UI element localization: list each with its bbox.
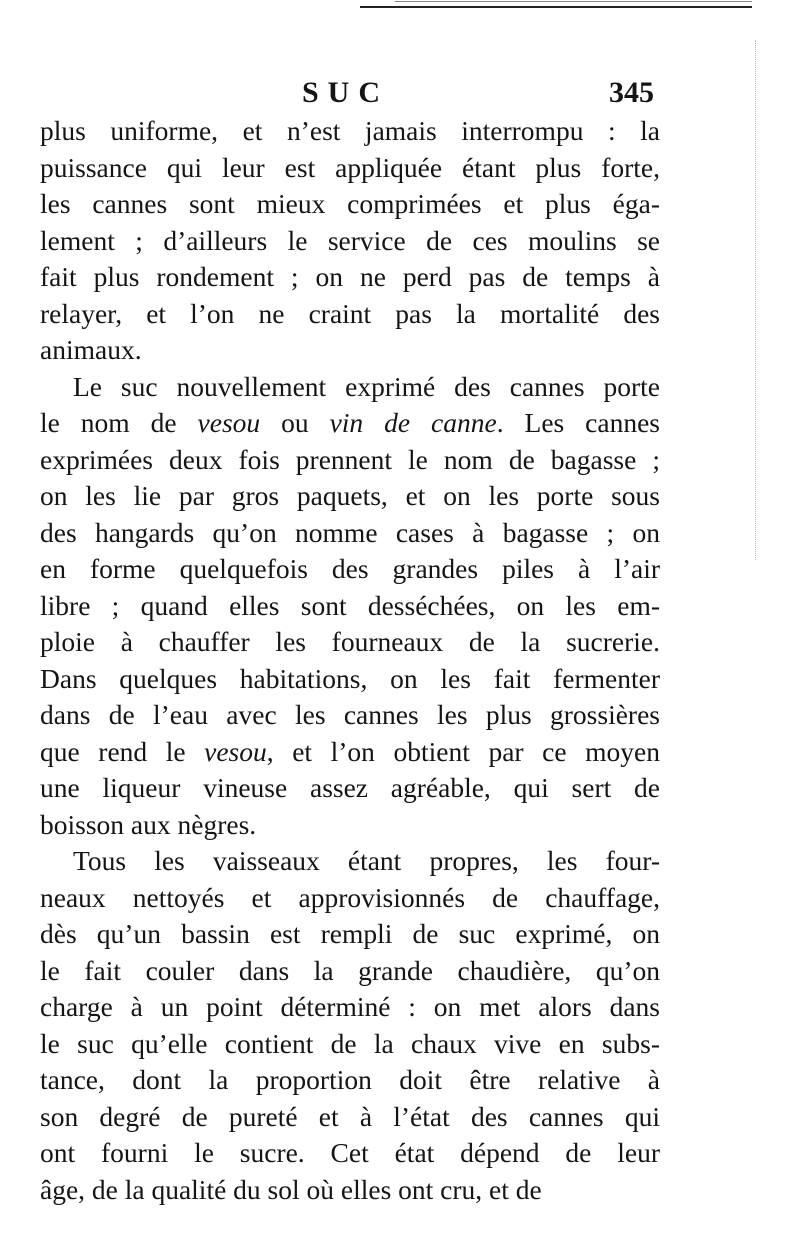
paragraph xyxy=(40,369,660,844)
text-line: son degré de pureté et à l’état des cannes qui xyxy=(40,1100,660,1132)
text-line: relayer, et l’on ne craint pas la mortalité des xyxy=(40,297,660,329)
text-line: animaux. xyxy=(40,334,142,365)
paragraph xyxy=(40,113,660,369)
text-line: Tous les vaisseaux étant propres, les four- xyxy=(73,845,660,876)
text-line: charge à un point déterminé : on met alors dans xyxy=(40,991,660,1022)
text-line: ont fourni le sucre. Cet état dépend de leur xyxy=(40,1137,660,1168)
text-line: Le suc nouvellement exprimé des cannes porte xyxy=(73,370,660,402)
text-line: exprimées deux fois prennent le nom de bagasse ; xyxy=(40,443,660,475)
text-line: le nom de vesou ou vin de canne. Les cannes xyxy=(40,407,661,438)
page-number: 345 xyxy=(609,76,654,109)
text-line: tance, dont la proportion doit être relative à xyxy=(40,1064,660,1095)
text-line: libre ; quand elles sont desséchées, on les em- xyxy=(40,589,660,621)
text-line: lement ; d’ailleurs le service de ces moulins se xyxy=(40,224,660,256)
text-line: Dans quelques habitations, on les fait fermenter xyxy=(40,662,660,694)
paragraph xyxy=(40,843,660,1208)
text-line: en forme quelquefois des grandes piles à l’air xyxy=(40,553,660,584)
text-line: on les lie par gros paquets, et on les porte sous xyxy=(40,480,660,511)
text-line: le fait couler dans la grande chaudière, qu’on xyxy=(40,954,660,986)
body-text xyxy=(40,113,660,1208)
text-line: une liqueur vineuse assez agréable, qui sert de xyxy=(40,772,660,803)
running-head: SUC xyxy=(302,76,390,109)
text-line: neaux nettoyés et approvisionnés de chauffage, xyxy=(40,881,660,913)
text-line: le suc qu’elle contient de la chaux vive en subs- xyxy=(40,1027,660,1059)
text-line: âge, de la qualité du sol où elles ont cru, et de xyxy=(40,1173,542,1205)
text-line: ploie à chauffer les fourneaux de la sucrerie. xyxy=(40,626,660,657)
text-line: dès qu’un bassin est rempli de suc exprimé, on xyxy=(40,918,660,949)
page-header xyxy=(40,76,660,112)
text-line: puissance qui leur est appliquée étant plus forte, xyxy=(40,151,660,183)
text-line: dans de l’eau avec les cannes les plus grossières xyxy=(40,699,660,730)
text-line: plus uniforme, et n’est jamais interrompu : la xyxy=(40,115,660,146)
text-line: que rend le vesou, et l’on obtient par ce moyen xyxy=(40,735,660,767)
text-line: les cannes sont mieux comprimées et plus éga- xyxy=(40,188,660,219)
margin-marks xyxy=(755,40,764,560)
top-rule xyxy=(360,6,752,8)
text-line: boisson aux nègres. xyxy=(40,808,257,840)
text-line: fait plus rondement ; on ne perd pas de temps à xyxy=(40,261,660,292)
top-rule-thin xyxy=(395,1,752,2)
text-line: des hangards qu’on nomme cases à bagasse ; on xyxy=(40,516,660,548)
